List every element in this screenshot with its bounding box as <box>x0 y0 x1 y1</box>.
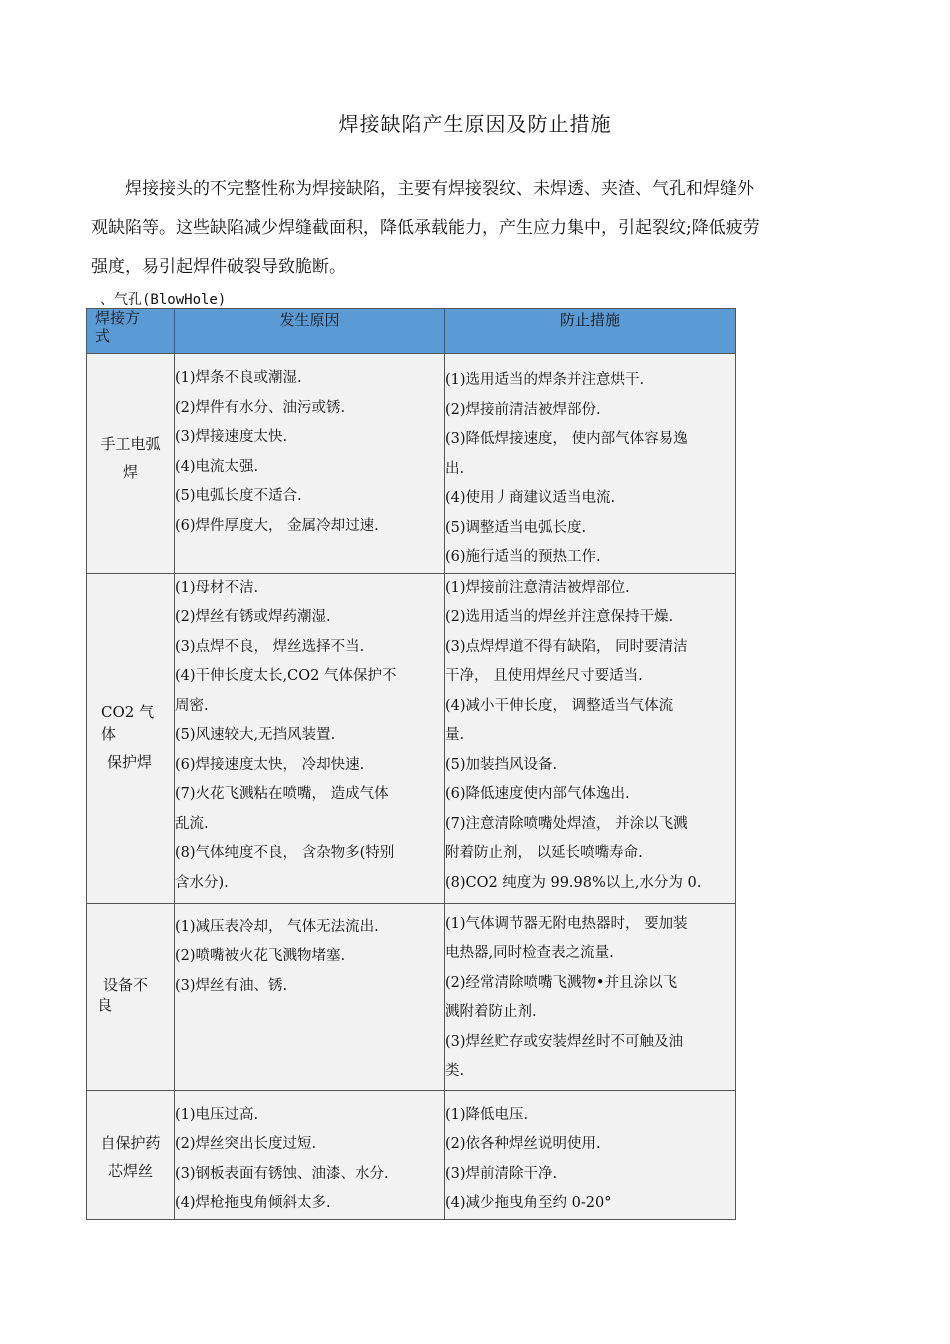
intro-line: 观缺陷等。这些缺陷减少焊缝截面积，降低承载能力，产生应力集中，引起裂纹;降低疲劳 <box>91 218 760 238</box>
intro-line: 强度，易引起焊件破裂导致脆断。 <box>91 257 346 277</box>
measure-item: 溅附着防止剂. <box>445 1004 537 1020</box>
cause-item: 含水分). <box>175 874 229 891</box>
measure-item: (3)点焊焊道不得有缺陷， 同时要清洁 <box>445 638 688 655</box>
measure-item: (1)焊接前注意清洁被焊部位. <box>445 579 630 596</box>
method-line: 体 <box>101 724 117 743</box>
cause-item: (5)风速较大,无挡风装置. <box>175 727 336 743</box>
method-line: 自保护药 <box>100 1133 161 1152</box>
method-line: 焊 <box>122 463 138 481</box>
measures-cell <box>445 903 736 1090</box>
measure-item: 电热器,同时检查表之流量. <box>445 945 614 961</box>
measures-cell <box>445 1090 736 1219</box>
measure-item: (1)选用适当的焊条并注意烘干. <box>445 372 645 388</box>
cause-item: (6)焊接速度太快， 冷却快速. <box>175 756 365 773</box>
measure-item: 干净， 且使用焊丝尺寸要适当. <box>445 668 643 684</box>
header-method <box>87 309 175 354</box>
method-line: CO2 气 <box>101 702 155 721</box>
cause-item: (3)钢板表面有锈蚀、油漆、水分. <box>175 1165 389 1182</box>
measure-item: (4)减少拖曳角至约 0-20° <box>445 1195 612 1211</box>
header-measures: 防止措施 <box>445 309 736 354</box>
causes-cell <box>175 903 445 1090</box>
measures-cell <box>445 354 736 574</box>
cause-item: (3)焊接速度太快. <box>175 429 288 445</box>
causes-cell <box>175 354 445 574</box>
measure-item: (1)降低电压. <box>445 1106 529 1123</box>
measure-item: (4)减小干伸长度， 调整适当气体流 <box>445 697 674 714</box>
table-row <box>87 903 736 1090</box>
cause-item: (1)减压表冷却， 气体无法流出. <box>175 918 379 935</box>
measure-item: (6)施行适当的预热工作. <box>445 549 601 565</box>
cause-item: (4)电流太强. <box>175 458 259 475</box>
measure-item: (7)注意清除喷嘴处焊渣， 并涂以飞溅 <box>445 815 688 832</box>
measure-item: 附着防止剂， 以延长喷嘴寿命. <box>445 845 643 861</box>
intro-line: 焊接接头的不完整性称为焊接缺陷，主要有焊接裂纹、未焊透、夹渣、气孔和焊缝外 <box>125 179 754 199</box>
measure-item: (2)焊接前清洁被焊部份. <box>445 401 601 418</box>
measure-item: (4)使用丿商建议适当电流. <box>445 490 616 506</box>
cause-item: (4)干伸长度太长,CO2 气体保护不 <box>175 668 397 684</box>
method-line: 良 <box>97 995 113 1014</box>
measure-item: (6)降低速度使内部气体逸出. <box>445 786 630 802</box>
method-cell <box>87 354 175 574</box>
table-row <box>87 573 736 903</box>
method-line: 芯焊丝 <box>107 1161 153 1180</box>
measure-item: 量. <box>445 727 465 743</box>
measure-item: (2)经常清除喷嘴飞溅物•并且涂以飞 <box>445 974 678 991</box>
measure-item: (5)加装挡风设备. <box>445 756 558 773</box>
cause-item: (1)母材不洁. <box>175 579 259 596</box>
method-line: 保护焊 <box>107 752 153 771</box>
cause-item: (4)焊枪拖曳角倾斜太多. <box>175 1195 331 1211</box>
header-method-line: 式 <box>95 327 111 345</box>
measure-item: (3)焊前清除干净. <box>445 1165 558 1182</box>
cause-item: (6)焊件厚度大， 金属冷却过速. <box>175 517 379 534</box>
cause-item: (2)喷嘴被火花飞溅物堵塞. <box>175 948 346 964</box>
measures-cell <box>445 573 736 903</box>
cause-item: (1)焊条不良或潮湿. <box>175 370 302 386</box>
cause-item: (3)点焊不良， 焊丝选择不当. <box>175 638 365 655</box>
header-method-line: 焊接方 <box>95 309 141 327</box>
method-line: 手工电弧 <box>100 435 161 453</box>
measure-item: 出. <box>445 460 465 477</box>
section-heading: 、气孔(BlowHole) <box>100 292 227 308</box>
cause-item: (8)气体纯度不良， 含杂物多(特别 <box>175 845 395 861</box>
table-row <box>87 354 736 574</box>
cause-item: (5)电弧长度不适合. <box>175 488 302 504</box>
cause-item: (2)焊丝突出长度过短. <box>175 1136 317 1152</box>
table-header-row <box>87 309 736 354</box>
measure-item: (2)依各种焊丝说明使用. <box>445 1136 601 1152</box>
cause-item: (7)火花飞溅粘在喷嘴， 造成气体 <box>175 786 389 802</box>
causes-cell <box>175 1090 445 1219</box>
header-causes: 发生原因 <box>175 309 445 354</box>
method-cell <box>87 903 175 1090</box>
measure-item: (5)调整适当电弧长度. <box>445 519 587 536</box>
cause-item: (2)焊丝有锈或焊药潮湿. <box>175 609 331 625</box>
measure-item: (1)气体调节器无附电热器时， 要加装 <box>445 915 688 932</box>
measure-item: (8)CO2 纯度为 99.98%以上,水分为 0. <box>445 874 702 891</box>
page-title: 焊接缺陷产生原因及防止措施 <box>338 112 612 136</box>
cause-item: (1)电压过高. <box>175 1106 259 1123</box>
cause-item: 周密. <box>175 697 209 714</box>
cause-item: (3)焊丝有油、锈. <box>175 977 288 994</box>
measure-item: 类. <box>445 1063 465 1079</box>
measure-item: (2)选用适当的焊丝并注意保持干燥. <box>445 609 674 625</box>
cause-item: (2)焊件有水分、油污或锈. <box>175 399 346 416</box>
measure-item: (3)焊丝贮存或安装焊丝时不可触及油 <box>445 1033 684 1050</box>
method-line: 设备不 <box>103 975 149 994</box>
blowhole-table <box>86 308 736 1220</box>
intro-paragraph <box>91 170 851 287</box>
measure-item: (3)降低焊接速度， 使内部气体容易逸 <box>445 431 688 447</box>
method-cell <box>87 1090 175 1219</box>
table-row <box>87 1090 736 1219</box>
method-cell <box>87 573 175 903</box>
cause-item: 乱流. <box>175 815 209 832</box>
causes-cell <box>175 573 445 903</box>
